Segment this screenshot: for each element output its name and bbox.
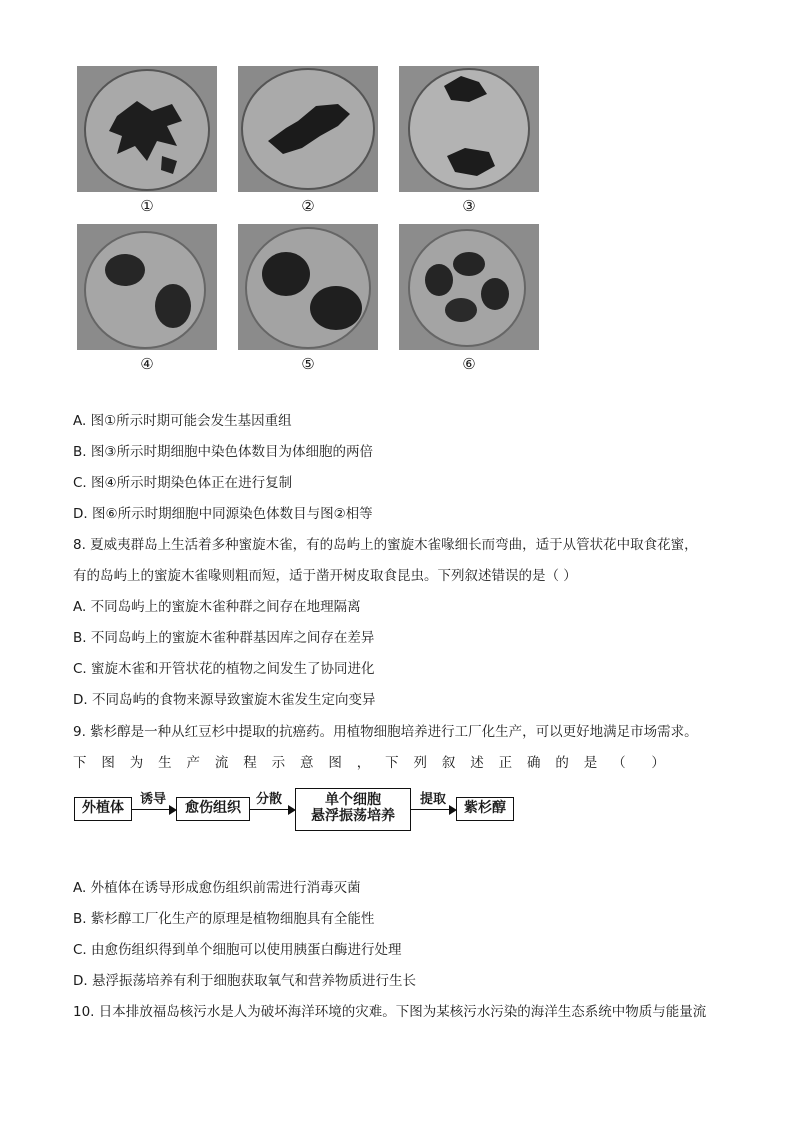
q9-option-c: C. 由愈伤组织得到单个细胞可以使用胰蛋白酶进行处理 <box>73 942 402 958</box>
flow-box-callus: 愈伤组织 <box>176 797 250 821</box>
q8-option-a: A. 不同岛屿上的蜜旋木雀种群之间存在地理隔离 <box>73 599 361 615</box>
q9-stem-char: 示 <box>271 755 286 771</box>
q9-stem-char: 图 <box>328 755 342 771</box>
q9-stem-char: 为 <box>129 755 144 771</box>
q8-option-b: B. 不同岛屿上的蜜旋木雀种群基因库之间存在差异 <box>73 630 375 646</box>
figure-label-6: ⑥ <box>462 355 476 373</box>
q9-stem-char: 正 <box>498 755 513 771</box>
q9-stem-char: 生 <box>158 755 172 771</box>
q9-stem-char: 列 <box>413 755 427 771</box>
figure-label-3: ③ <box>462 197 476 215</box>
q7-option-c: C. 图④所示时期染色体正在进行复制 <box>73 475 293 491</box>
q9-stem-char: 流 <box>214 755 229 771</box>
q9-stem-char: 叙 <box>441 755 456 771</box>
figure-label-4: ④ <box>140 355 154 373</box>
flow-box-taxol: 紫杉醇 <box>456 797 514 821</box>
flow-label-disperse: 分散 <box>256 792 283 807</box>
flow-box-suspension-line2: 悬浮振荡培养 <box>311 808 395 825</box>
q9-stem-char: 下 <box>73 755 87 771</box>
micrograph-5 <box>238 224 378 350</box>
q9-stem-char: 的 <box>555 755 569 771</box>
q7-option-b: B. 图③所示时期细胞中染色体数目为体细胞的两倍 <box>73 444 373 460</box>
q9-stem-char: 图 <box>101 755 115 771</box>
q8-stem-line2: 有的岛屿上的蜜旋木雀喙则粗而短，适于凿开树皮取食昆虫。下列叙述错误的是（ ） <box>73 568 577 584</box>
q9-option-a: A. 外植体在诱导形成愈伤组织前需进行消毒灭菌 <box>73 880 361 896</box>
q9-stem-char: 意 <box>300 755 314 771</box>
q9-stem-char: （ ） <box>612 755 665 771</box>
q9-stem-char: 述 <box>470 755 484 771</box>
q9-stem-char: ， <box>356 755 371 771</box>
q9-option-d: D. 悬浮振荡培养有利于细胞获取氧气和营养物质进行生长 <box>73 973 416 989</box>
q10-stem-line1: 10. 日本排放福岛核污水是人为破坏海洋环境的灾难。下图为某核污水污染的海洋生态系统中物质与能量流 <box>73 1004 707 1020</box>
q9-option-b: B. 紫杉醇工厂化生产的原理是植物细胞具有全能性 <box>73 911 375 927</box>
flow-label-extract: 提取 <box>420 792 447 807</box>
flow-box-explant: 外植体 <box>74 797 132 821</box>
q9-stem-line1: 9. 紫杉醇是一种从红豆杉中提取的抗癌药。用植物细胞培养进行工厂化生产，可以更好地满足市场需求。 <box>73 724 698 740</box>
q8-option-d: D. 不同岛屿的食物来源导致蜜旋木雀发生定向变异 <box>73 692 376 708</box>
q9-stem-char: 程 <box>243 755 257 771</box>
flow-box-suspension <box>295 788 411 831</box>
flow-box-suspension-line1: 单个细胞 <box>325 792 381 808</box>
q8-stem-line1: 8. 夏威夷群岛上生活着多种蜜旋木雀，有的岛屿上的蜜旋木雀喙细长而弯曲，适于从管状花中取食花蜜， <box>73 537 698 553</box>
q9-stem-char: 下 <box>385 755 399 771</box>
q9-stem-line2 <box>73 754 665 772</box>
micrograph-3 <box>399 66 539 192</box>
micrograph-4 <box>77 224 217 350</box>
micrograph-2 <box>238 66 378 192</box>
flow-label-induce: 诱导 <box>140 792 167 807</box>
q8-option-c: C. 蜜旋木雀和开管状花的植物之间发生了协同进化 <box>73 661 375 677</box>
q9-stem-char: 确 <box>527 755 541 771</box>
flow-arrow-2 <box>250 809 294 810</box>
figure-label-2: ② <box>301 197 315 215</box>
q9-stem-char: 是 <box>583 755 598 771</box>
flow-arrow-3 <box>411 809 455 810</box>
micrograph-1 <box>77 66 217 192</box>
figure-label-5: ⑤ <box>301 355 315 373</box>
q7-option-a: A. 图①所示时期可能会发生基因重组 <box>73 413 292 429</box>
figure-label-1: ① <box>140 197 154 215</box>
micrograph-6 <box>399 224 539 350</box>
q7-option-d: D. 图⑥所示时期细胞中同源染色体数目与图②相等 <box>73 506 373 522</box>
q9-stem-char: 产 <box>186 755 200 771</box>
flow-arrow-1 <box>132 809 175 810</box>
